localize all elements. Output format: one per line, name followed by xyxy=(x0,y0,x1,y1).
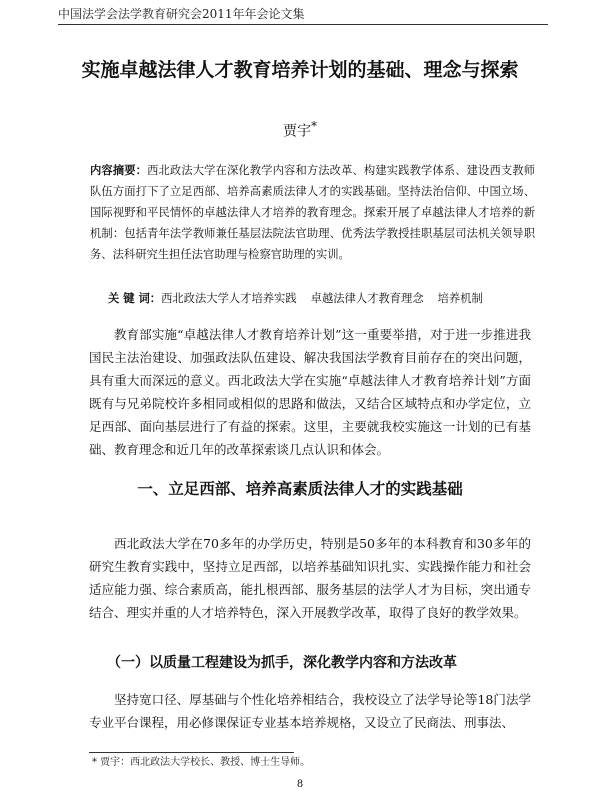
keyword-item: 卓越法律人才教育理念 xyxy=(310,292,424,305)
body-paragraph-3: 坚持宽口径、厚基础与个性化培养相结合，我校设立了法学导论等18门法学专业平台课程，用必修课保证专业基本培养规格，又设立了民商法、刑事法、 xyxy=(89,692,531,730)
author-footnote-mark: * xyxy=(311,119,317,133)
running-header: 中国法学会法学教育研究会2011年年会论文集 xyxy=(58,6,548,25)
keyword-item: 西北政法大学人才培养实践 xyxy=(161,292,297,305)
body-paragraph-2: 西北政法大学在70多年的办学历史，特别是50多年的本科教育和30多年的研究生教育实践中，坚持立足西部，以培养基础知识扎实、实践操作能力和社会适应能力强、综合素质高，能扎根西部、服务基层的法学人才为目标，突出通专结合、理实并重的人才培养特色，深入开展教学改革，取得了良好的教学效果。 xyxy=(89,536,531,620)
keywords-label: 关 键 词： xyxy=(108,291,162,305)
abstract-label: 内容摘要： xyxy=(90,163,148,177)
footnote: * 贾宇：西北政法大学校长、教授、博士生导师。 xyxy=(92,757,311,768)
author-name: 贾宇 xyxy=(283,123,312,140)
section-heading-1: 一、立足西部、培养高素质法律人才的实践基础 xyxy=(137,479,463,498)
author-line xyxy=(0,116,600,142)
body-paragraph-1: 教育部实施“卓越法律人才教育培养计划”这一重要举措，对于进一步推进我国民主法治建设、加强政法队伍建设、解决我国法学教育目前存在的突出问题，具有重大而深远的意义。西北政法大学在实施“卓越法律人才教育培养计划”方面既有与兄弟院校许多相同或相似的思路和做法，又结合区域特点和办学定位，立足西部、面向基层进行了有益的探索。这里，主要就我校实施这一计划的已有基础、教育理念和近几年的改革探索谈几点认识和体会。 xyxy=(89,327,531,457)
keywords xyxy=(108,289,548,308)
article-title: 实施卓越法律人才教育培养计划的基础、理念与探索 xyxy=(81,59,519,81)
abstract xyxy=(90,160,535,265)
page-number: 8 xyxy=(296,779,304,790)
subsection-heading-1: （一）以质量工程建设为抓手，深化教学内容和方法改革 xyxy=(107,655,457,671)
abstract-text: 西北政法大学在深化教学内容和方法改革、构建实践教学体系、建设西支教师队伍方面打下了立足西部、培养高素质法律人才的实践基础。坚持法治信仰、中国立场、国际视野和平民情怀的卓越法律人才培养的教育理念。探索开展了卓越法律人才培养的新机制：包括青年法学教师兼任基层法院法官助理、优秀法学教授挂职基层司法机关领导职务、法科研究生担任法官助理与检察官助理的实训。 xyxy=(90,164,535,261)
keyword-item: 培养机制 xyxy=(437,292,483,305)
footnote-divider xyxy=(89,752,294,753)
